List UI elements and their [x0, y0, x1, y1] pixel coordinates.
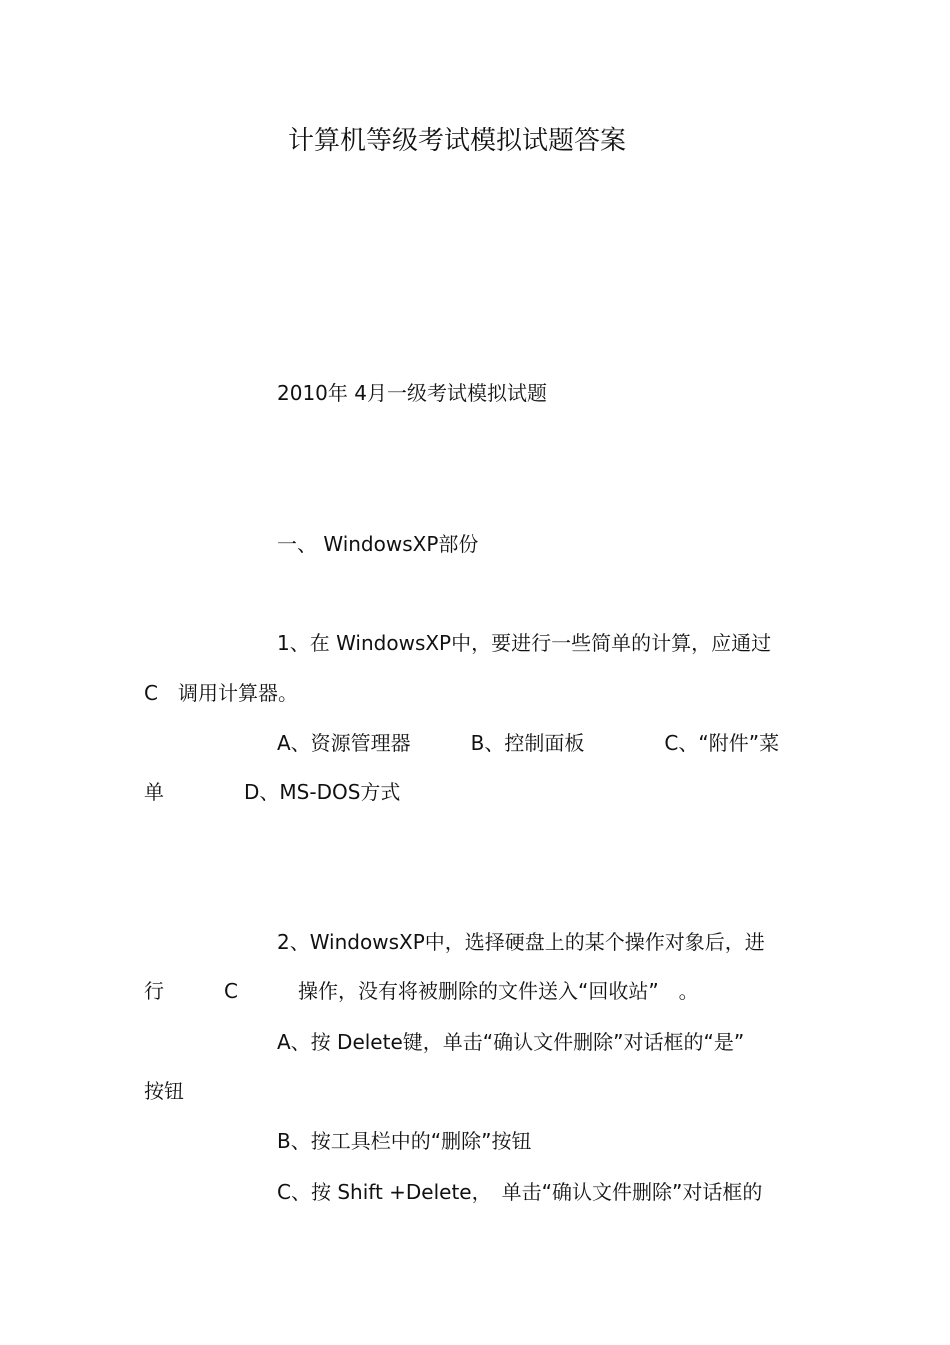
exam-subtitle: 2010年 4月一级考试模拟试题	[277, 381, 547, 405]
section-heading: 一、 WindowsXP部份	[277, 532, 479, 556]
question-1-options-line1: A、资源管理器 B、控制面板 C、“附件”菜	[277, 731, 780, 755]
question-2-option-c-line1: C、按 Shift +Delete， 单击“确认文件删除”对话框的	[277, 1180, 763, 1204]
question-2-option-a-line2: 按钮	[144, 1079, 184, 1103]
question-2-option-b: B、按工具栏中的“删除”按钮	[277, 1129, 532, 1153]
question-2-stem-line1: 2、WindowsXP中，选择硬盘上的某个操作对象后，进	[277, 930, 765, 954]
question-1-options-line2: 单 D、MS-DOS方式	[144, 780, 401, 804]
question-1-stem-line1: 1、在 WindowsXP中，要进行一些简单的计算，应通过	[277, 631, 772, 655]
question-1-stem-line2: C 调用计算器。	[144, 681, 298, 705]
question-2-option-a-line1: A、按 Delete键，单击“确认文件删除”对话框的“是”	[277, 1030, 745, 1054]
question-2-stem-line2: 行 C 操作，没有将被删除的文件送入“回收站” 。	[144, 979, 699, 1003]
document-title: 计算机等级考试模拟试题答案	[288, 126, 627, 156]
